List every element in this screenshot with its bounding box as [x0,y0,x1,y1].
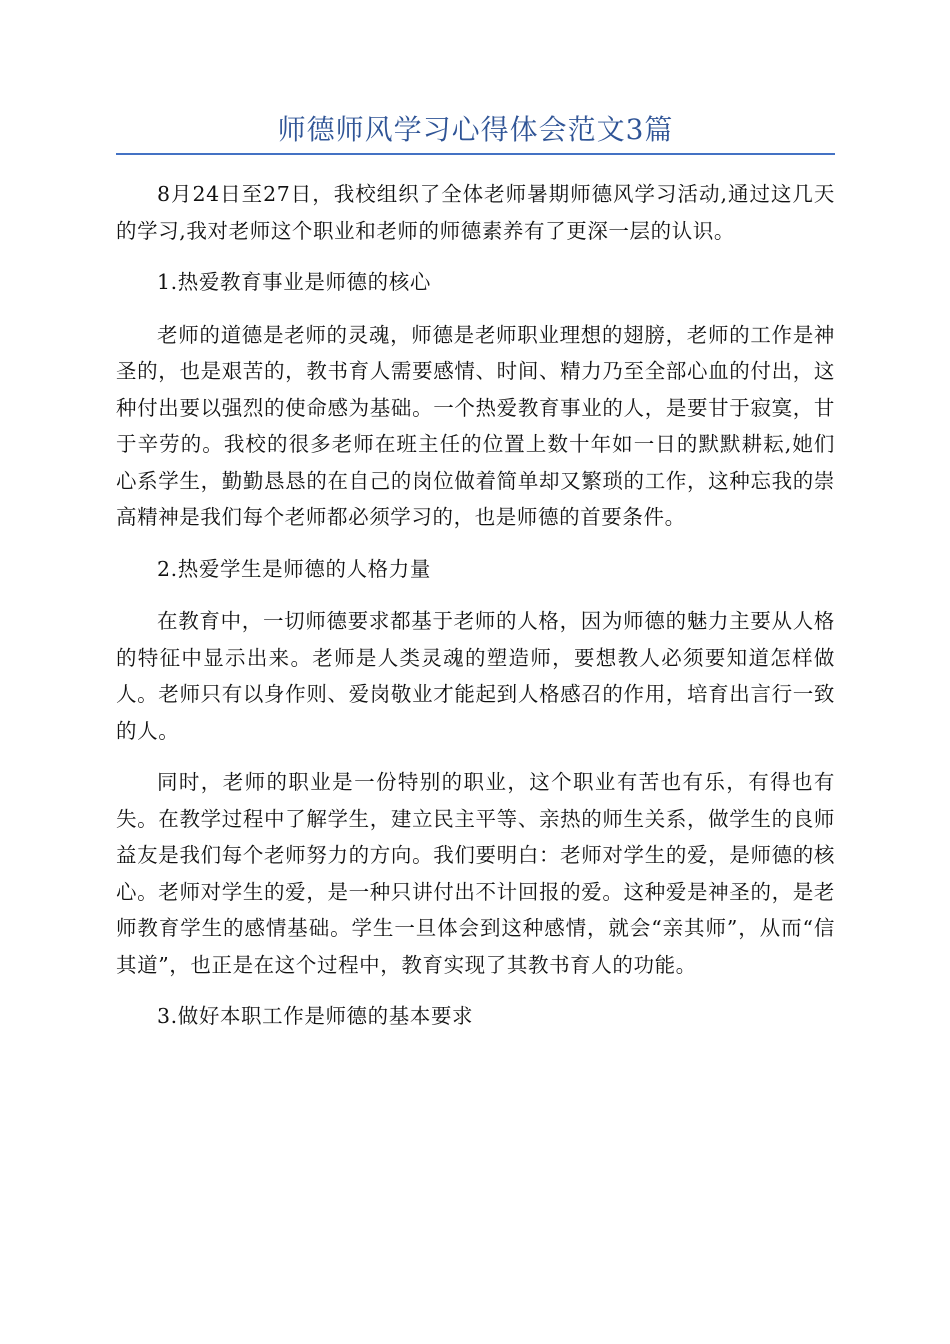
section-heading-3: 3.做好本职工作是师德的基本要求 [157,1004,474,1028]
section-heading-1: 1.热爱教育事业是师德的核心 [157,270,431,294]
paragraph-intro: 8月24日至27日，我校组织了全体老师暑期师德风学习活动,通过这几天的学习,我对老师这个职业和老师的师德素养有了更深一层的认识。 [116,182,835,243]
title-underline [116,153,835,155]
document-body [116,176,835,1051]
paragraph-section-2b: 同时，老师的职业是一份特别的职业，这个职业有苦也有乐，有得也有失。在教学过程中了解学生，建立民主平等、亲热的师生关系，做学生的良师益友是我们每个老师努力的方向。我们要明白：老师对学生的爱，是师德的核心。老师对学生的爱，是一种只讲付出不计回报的爱。这种爱是神圣的，是老师教育学生的感情基础。学生一旦体会到这种感情，就会“亲其师”，从而“信其道”，也正是在这个过程中，教育实现了其教书育人的功能。 [116,770,835,977]
paragraph-section-2a: 在教育中，一切师德要求都基于老师的人格，因为师德的魅力主要从人格的特征中显示出来。老师是人类灵魂的塑造师，要想教人必须要知道怎样做人。老师只有以身作则、爱岗敬业才能起到人格感召的作用，培育出言行一致的人。 [116,609,835,743]
section-heading-2: 2.热爱学生是师德的人格力量 [157,556,431,581]
paragraph-section-1: 老师的道德是老师的灵魂，师德是老师职业理想的翅膀，老师的工作是神圣的，也是艰苦的，教书育人需要感情、时间、精力乃至全部心血的付出，这种付出要以强烈的使命感为基础。一个热爱教育事业的人，是要甘于寂寞，甘于辛劳的。我校的很多老师在班主任的位置上数十年如一日的默默耕耘,她们心系学生，勤勤恳恳的在自己的岗位做着简单却又繁琐的工作，这种忘我的崇高精神是我们每个老师都必须学习的，也是师德的首要条件。 [116,322,835,529]
document-title: 师德师风学习心得体会范文3篇 [277,113,674,146]
